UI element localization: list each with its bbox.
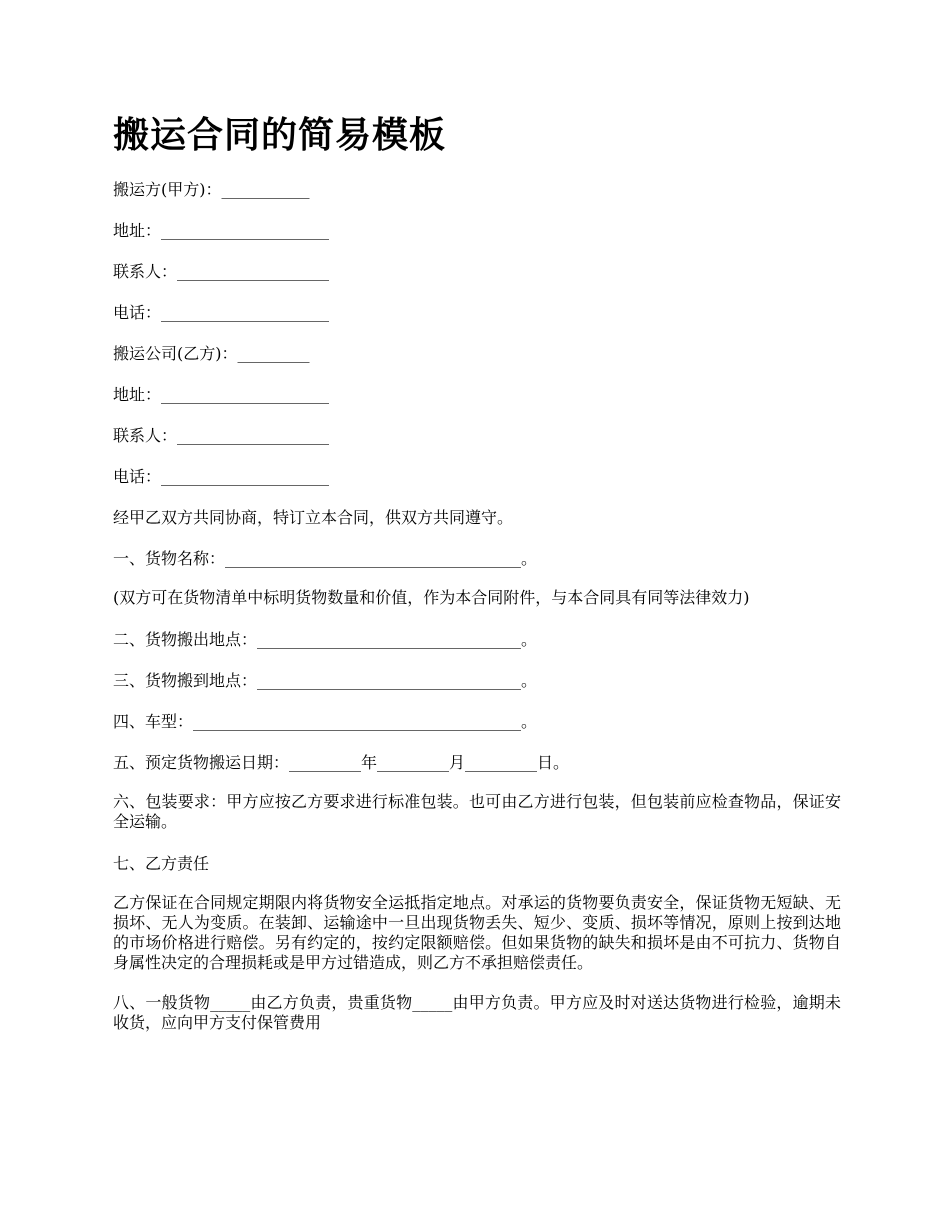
party-b-phone-line: 电话：_____________________: [113, 467, 330, 486]
delivery-location-line: 三、货物搬到地点：_________________________________。: [113, 671, 538, 690]
pickup-location-line: 二、货物搬出地点：_________________________________。: [113, 630, 538, 649]
party-a-contact-line: 联系人：___________________: [113, 262, 330, 281]
document-page: [113, 112, 841, 1053]
goods-name-line: 一、货物名称：_____________________________________。: [113, 549, 538, 568]
moving-date-line: 五、预定货物搬运日期：_________年_________月_________日。: [113, 753, 570, 772]
party-a-address-line: 地址：_____________________: [113, 221, 330, 240]
party-b-contact-line: 联系人：___________________: [113, 426, 330, 445]
section7-heading: 七、乙方责任: [113, 854, 210, 873]
section8-body: 八、一般货物_____由乙方负责，贵重货物_____由甲方负责。甲方应及时对送达货物进行检验，逾期未收货，应向甲方支付保管费用: [113, 993, 841, 1032]
party-a-phone-line: 电话：_____________________: [113, 303, 330, 322]
agreement-preamble: 经甲乙双方共同协商，特订立本合同，供双方共同遵守。: [113, 508, 514, 527]
goods-list-note: (双方可在货物清单中标明货物数量和价值，作为本合同附件，与本合同具有同等法律效力): [113, 588, 750, 607]
document-title: 搬运合同的简易模板: [113, 115, 447, 156]
vehicle-type-line: 四、车型：_________________________________________。: [113, 712, 538, 731]
party-b-name-line: 搬运公司(乙方)：_________: [113, 344, 310, 363]
section7-body: 乙方保证在合同规定期限内将货物安全运抵指定地点。对承运的货物要负责安全，保证货物无短缺、无损坏、无人为变质。在装卸、运输途中一旦出现货物丢失、短少、变质、损坏等情况，原则上按到达地的市场价格进行赔偿。另有约定的，按约定限额赔偿。但如果货物的缺失和损坏是由不可抗力、货物自身属性决定的合理损耗或是甲方过错造成，则乙方不承担赔偿责任。: [113, 893, 841, 972]
party-b-address-line: 地址：_____________________: [113, 385, 330, 404]
packaging-requirements: 六、包装要求：甲方应按乙方要求进行标准包装。也可由乙方进行包装，但包装前应检查物品，保证安全运输。: [113, 792, 841, 831]
party-a-name-line: 搬运方(甲方)：___________: [113, 180, 310, 199]
